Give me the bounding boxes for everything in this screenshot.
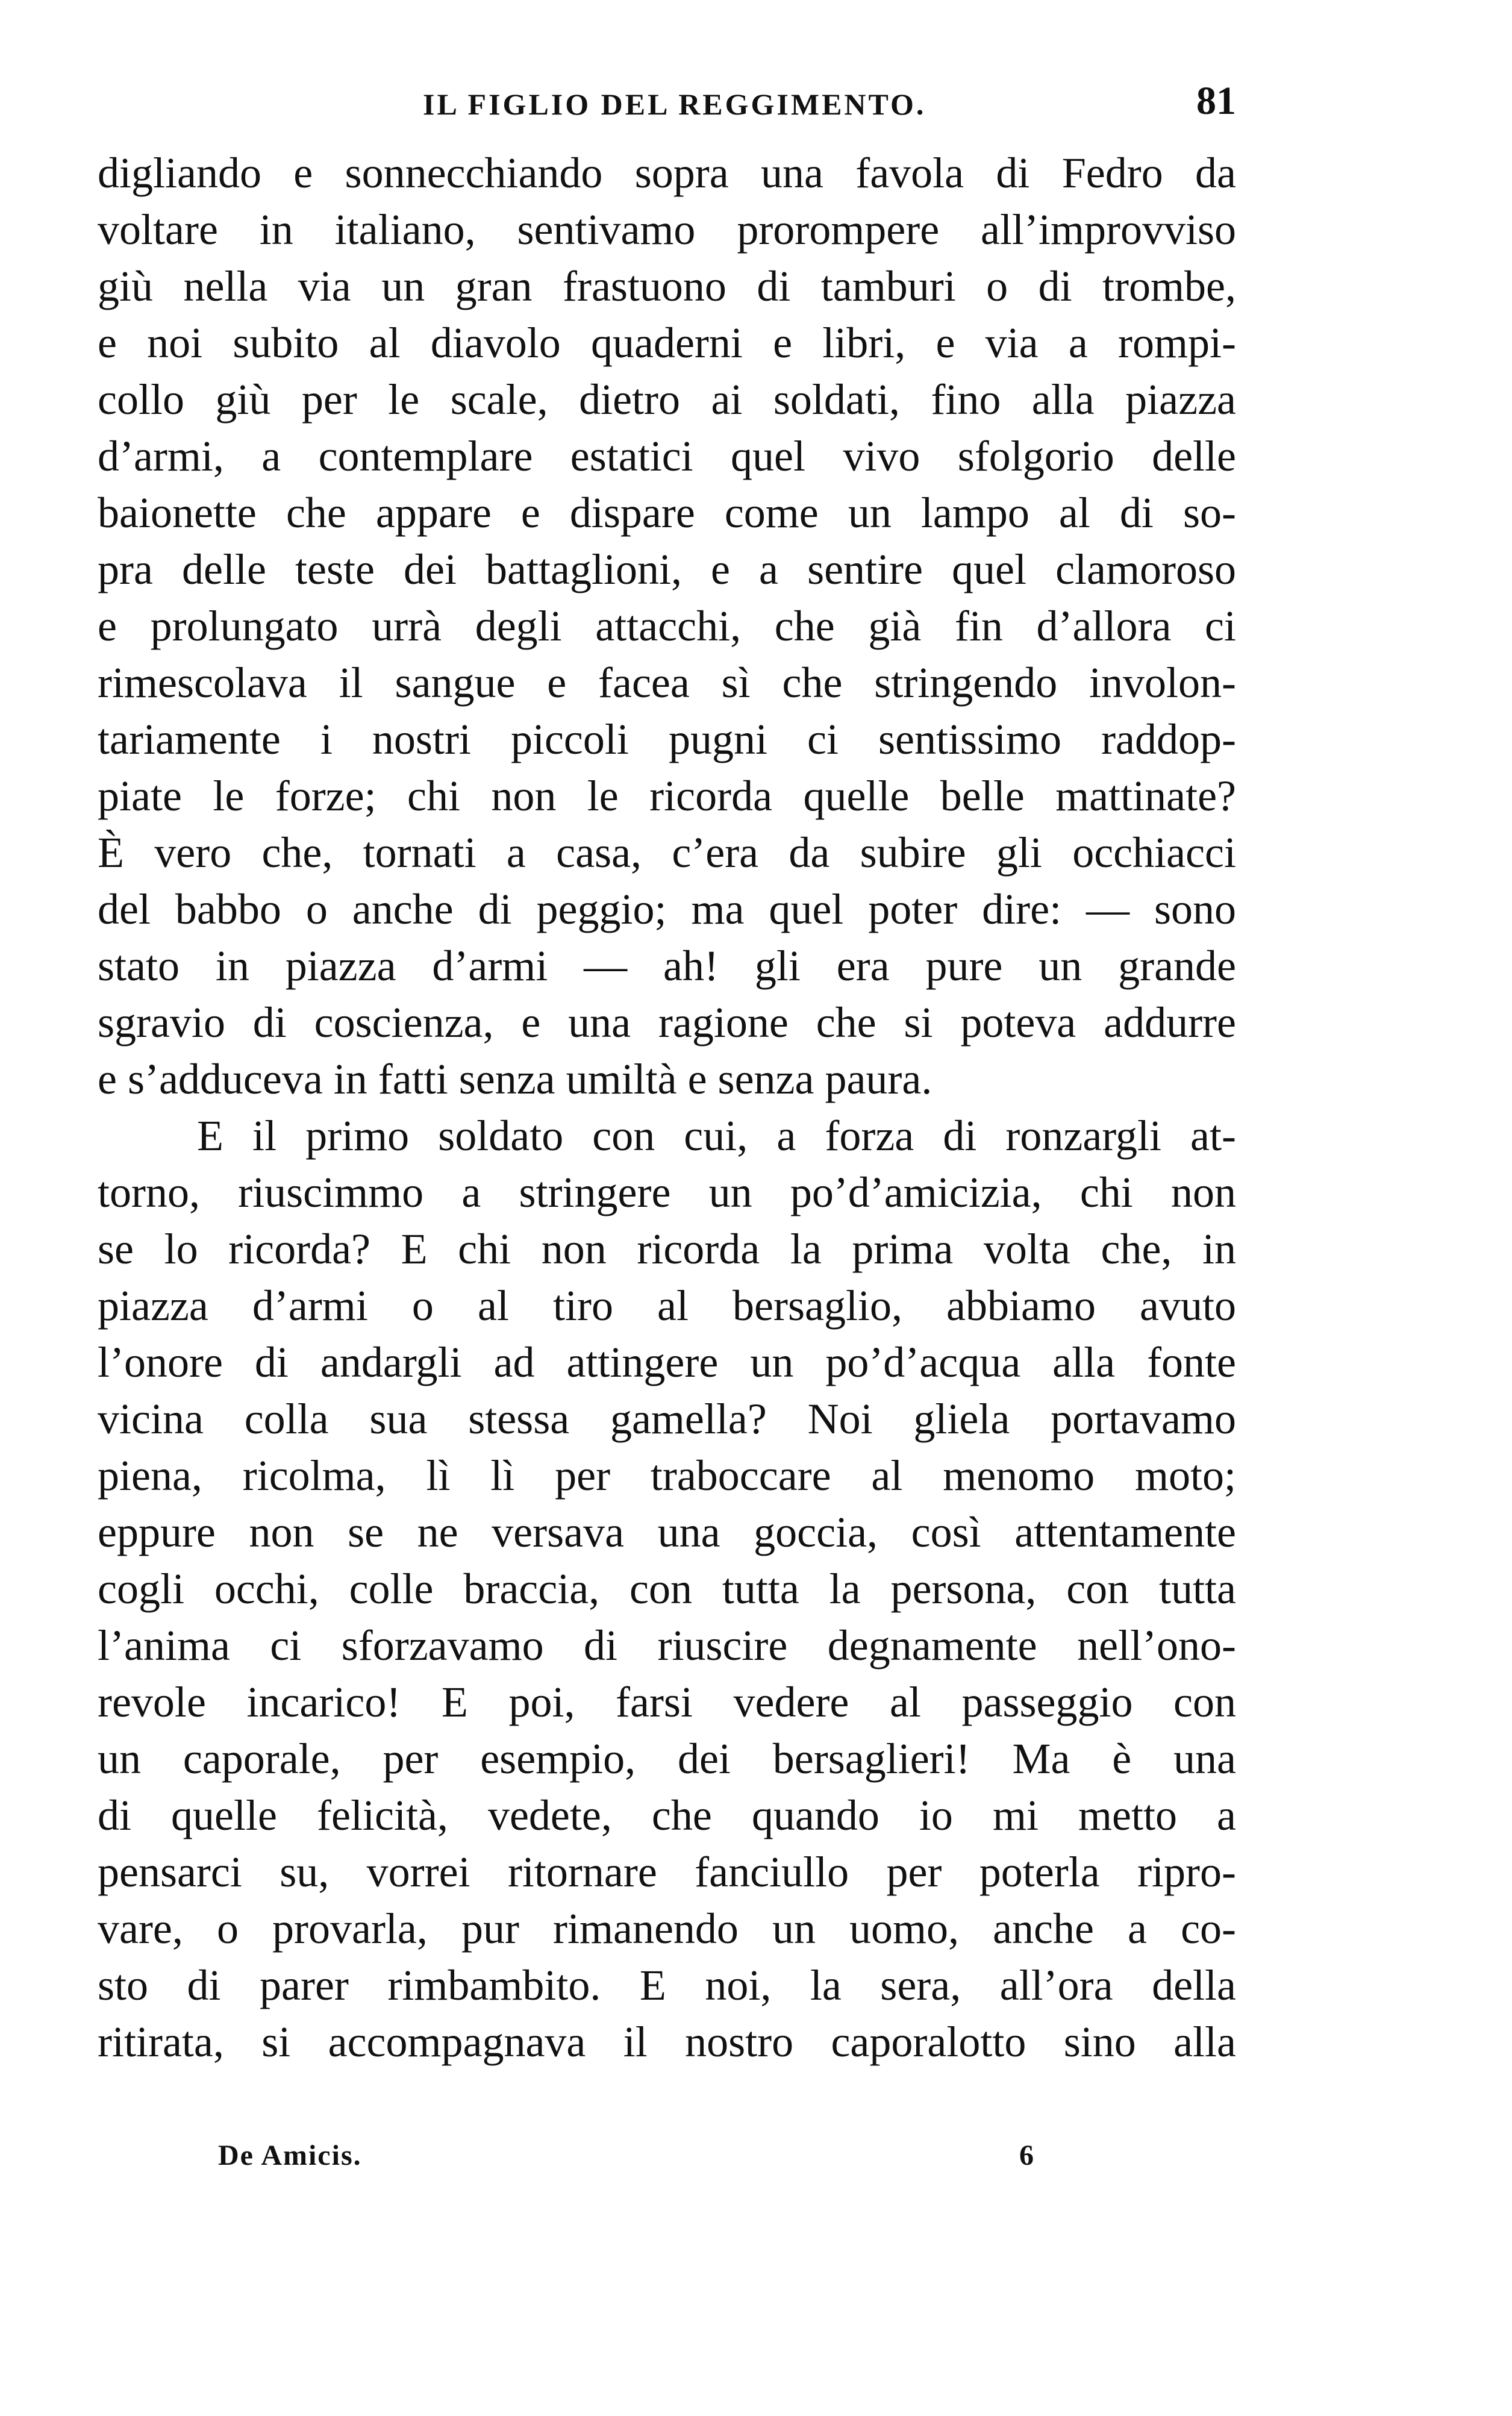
text-line: voltare in italiano, sentivamo prorompere all’improvviso — [98, 205, 1236, 254]
page-header — [98, 78, 1236, 127]
text-line: l’onore di andargli ad attingere un po’d’acqua alla fonte — [98, 1338, 1236, 1386]
text-line: vicina colla sua stessa gamella? Noi gliela portavamo — [98, 1395, 1236, 1443]
paragraph-1 — [98, 145, 1236, 1107]
body-text — [98, 145, 1236, 2070]
running-title: IL FIGLIO DEL REGGIMENTO. — [423, 87, 926, 121]
text-line: e noi subito al diavolo quaderni e libri, e via a rompi- — [98, 319, 1236, 367]
text-line: vare, o provarla, pur rimanendo un uomo, anche a co- — [98, 1904, 1236, 1953]
text-line: rimescolava il sangue e facea sì che stringendo involon- — [98, 659, 1236, 707]
text-line: pra delle teste dei battaglioni, e a sentire quel clamoroso — [98, 545, 1236, 593]
paragraph-2 — [98, 1107, 1236, 2070]
text-line: piazza d’armi o al tiro al bersaglio, abbiamo avuto — [98, 1282, 1236, 1330]
text-line: piena, ricolma, lì lì per traboccare al menomo moto; — [98, 1451, 1236, 1500]
text-line: un caporale, per esempio, dei bersaglieri! Ma è una — [98, 1735, 1236, 1783]
page-number: 81 — [1196, 79, 1236, 123]
text-line: sto di parer rimbambito. E noi, la sera, all’ora della — [98, 1961, 1236, 2009]
text-line: sgravio di coscienza, e una ragione che si poteva addurre — [98, 998, 1236, 1047]
text-line: baionette che appare e dispare come un lampo al di so- — [98, 489, 1236, 537]
text-line: revole incarico! E poi, farsi vedere al passeggio con — [98, 1678, 1236, 1726]
text-line: e prolungato urrà degli attacchi, che già fin d’allora ci — [98, 602, 1236, 650]
text-line: digliando e sonnecchiando sopra una favola di Fedro da — [98, 149, 1236, 197]
text-line: È vero che, tornati a casa, c’era da subire gli occhiacci — [98, 828, 1236, 877]
signature-mark: De Amicis. — [218, 2139, 362, 2171]
page-footer — [98, 2139, 1236, 2181]
text-line: d’armi, a contemplare estatici quel vivo sfolgorio delle — [98, 432, 1236, 480]
signature-number: 6 — [1019, 2139, 1034, 2171]
text-line: di quelle felicità, vedete, che quando io mi metto a — [98, 1791, 1236, 1839]
text-line: E il primo soldato con cui, a forza di ronzargli at- — [197, 1112, 1236, 1160]
text-line: se lo ricorda? E chi non ricorda la prima volta che, in — [98, 1225, 1236, 1273]
text-line: del babbo o anche di peggio; ma quel poter dire: — sono — [98, 885, 1236, 933]
text-line: stato in piazza d’armi — ah! gli era pure un grande — [98, 942, 1236, 990]
text-line: eppure non se ne versava una goccia, così attentamente — [98, 1508, 1236, 1556]
text-line: pensarci su, vorrei ritornare fanciullo per poterla ripro- — [98, 1848, 1236, 1896]
text-line: ritirata, si accompagnava il nostro caporalotto sino alla — [98, 2018, 1236, 2066]
text-line: l’anima ci sforzavamo di riuscire degnamente nell’ono- — [98, 1621, 1236, 1670]
text-line: torno, riuscimmo a stringere un po’d’amicizia, chi non — [98, 1168, 1236, 1216]
text-line: collo giù per le scale, dietro ai soldati, fino alla piazza — [98, 375, 1236, 424]
text-line: tariamente i nostri piccoli pugni ci sentissimo raddop- — [98, 715, 1236, 763]
text-line: e s’adduceva in fatti senza umiltà e senza paura. — [98, 1055, 933, 1103]
text-line: cogli occhi, colle braccia, con tutta la persona, con tutta — [98, 1565, 1236, 1613]
text-line: piate le forze; chi non le ricorda quelle belle mattinate? — [98, 772, 1236, 820]
text-line: giù nella via un gran frastuono di tamburi o di trombe, — [98, 262, 1236, 310]
